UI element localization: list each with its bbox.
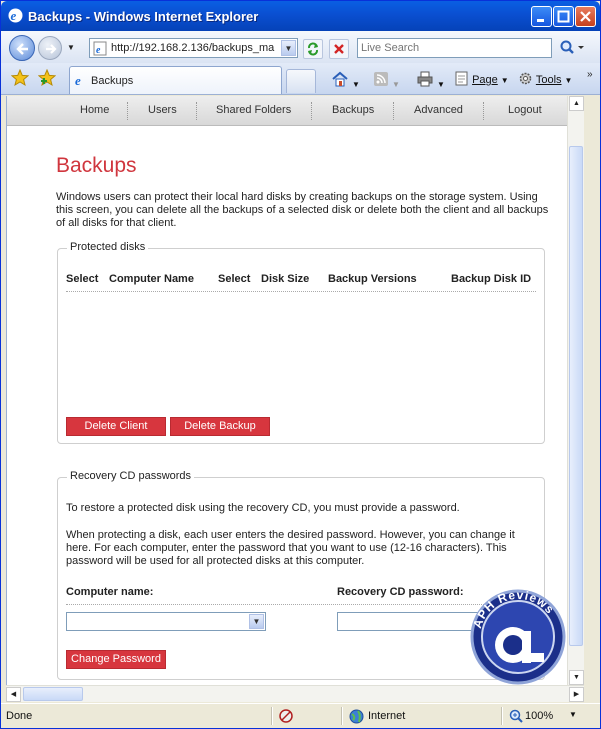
zoom-magnifier-icon[interactable] xyxy=(509,709,524,724)
internet-zone-icon xyxy=(349,709,364,724)
search-icon xyxy=(557,38,587,58)
status-bar xyxy=(1,703,600,728)
nas-nav-bar xyxy=(7,96,567,126)
search-box[interactable] xyxy=(357,38,552,58)
scroll-left-arrow[interactable]: ◀ xyxy=(6,687,21,702)
column-header-backup-disk-id: Backup Disk ID xyxy=(451,273,532,285)
new-tab-button[interactable] xyxy=(286,69,316,93)
status-separator xyxy=(271,707,273,725)
delete-client-button[interactable]: Delete Client xyxy=(66,417,166,436)
zoom-dropdown[interactable]: ▼ xyxy=(569,710,577,719)
delete-backup-button[interactable]: Delete Backup xyxy=(170,417,270,436)
tools-menu-label: Tools xyxy=(535,74,562,86)
recovery-password-label: Recovery CD password: xyxy=(337,586,464,598)
address-dropdown[interactable]: ▼ xyxy=(281,40,296,56)
refresh-icon xyxy=(304,40,322,58)
nav-separator xyxy=(311,102,312,120)
chevron-down-icon[interactable]: ▼ xyxy=(249,614,264,629)
close-button[interactable] xyxy=(575,6,596,27)
column-header-disk-size: Disk Size xyxy=(261,273,310,285)
recovery-details: When protecting a disk, each user enters the desired password. However, you can change it here. For each computer, enter the password that you want to use (12-16 characters). This password will be used for all protected disks at this computer. xyxy=(66,529,515,567)
address-bar[interactable] xyxy=(89,38,298,58)
window-title: Backups - Windows Internet Explorer xyxy=(28,9,259,24)
column-header-backup-versions: Backup Versions xyxy=(328,273,417,285)
vertical-scroll-thumb[interactable] xyxy=(569,146,583,646)
close-icon xyxy=(576,7,595,26)
status-separator xyxy=(341,707,343,725)
home-button[interactable]: ▼ xyxy=(331,71,360,90)
scroll-up-arrow[interactable]: ▲ xyxy=(569,96,584,111)
printer-icon xyxy=(416,71,434,87)
nav-item-shared-folders[interactable]: Shared Folders xyxy=(216,104,292,116)
refresh-button[interactable] xyxy=(303,39,323,59)
back-arrow-icon xyxy=(14,40,32,58)
favorites-star-icon[interactable] xyxy=(11,69,29,87)
table-divider xyxy=(66,291,536,292)
address-toolbar xyxy=(1,31,600,63)
nav-separator xyxy=(196,102,197,120)
status-text: Done xyxy=(6,710,33,722)
computer-name-select[interactable] xyxy=(66,612,266,631)
nav-item-advanced[interactable]: Advanced xyxy=(414,104,463,116)
recovery-cd-legend: Recovery CD passwords xyxy=(67,470,194,482)
rss-feed-icon xyxy=(373,71,389,87)
watermark-text: APH Reviews xyxy=(470,587,558,630)
add-favorites-icon[interactable] xyxy=(38,69,56,87)
tab-toolbar xyxy=(1,63,600,95)
url-text[interactable]: http://192.168.2.136/backups_ma xyxy=(111,42,275,54)
svg-text:e: e xyxy=(75,73,81,87)
toolbar-overflow-chevron[interactable]: » xyxy=(587,69,593,80)
minimize-icon xyxy=(532,7,551,26)
forward-arrow-icon xyxy=(43,41,59,57)
minimize-button[interactable] xyxy=(531,6,552,27)
horizontal-scroll-thumb[interactable] xyxy=(23,687,83,701)
gear-icon xyxy=(518,71,533,86)
page-icon xyxy=(455,71,469,86)
stop-icon xyxy=(330,40,348,58)
tab-backups[interactable] xyxy=(69,66,282,94)
privacy-icon[interactable] xyxy=(278,708,294,724)
forward-button[interactable] xyxy=(38,36,62,60)
nav-separator xyxy=(393,102,394,120)
security-zone-text: Internet xyxy=(368,710,406,722)
tab-label: Backups xyxy=(91,75,134,87)
nav-separator xyxy=(483,102,484,120)
maximize-button[interactable] xyxy=(553,6,574,27)
title-bar[interactable] xyxy=(1,1,600,31)
recent-pages-dropdown[interactable]: ▼ xyxy=(67,43,75,52)
page-title: Backups xyxy=(56,154,137,177)
zoom-level[interactable]: 100% xyxy=(525,710,554,722)
page-ie-icon xyxy=(93,41,108,56)
print-button[interactable]: ▼ xyxy=(416,71,445,90)
page-menu-label: Page xyxy=(472,74,498,86)
feeds-button[interactable]: ▼ xyxy=(373,71,400,90)
nav-item-backups[interactable]: Backups xyxy=(332,104,375,116)
column-header-computer-name: Computer Name xyxy=(109,273,194,285)
nav-item-home[interactable]: Home xyxy=(80,104,110,116)
tools-menu[interactable]: Tools ▼ xyxy=(518,71,572,86)
recovery-instructions: To restore a protected disk using the recovery CD, you must provide a password. xyxy=(66,502,460,514)
nav-item-logout[interactable]: Logout xyxy=(508,104,542,116)
nav-separator xyxy=(127,102,128,120)
scroll-down-arrow[interactable]: ▼ xyxy=(569,670,584,685)
svg-text:e: e xyxy=(10,8,17,23)
search-input[interactable] xyxy=(358,39,548,57)
tab-ie-icon xyxy=(74,73,88,87)
home-icon xyxy=(331,71,349,87)
svg-text:e: e xyxy=(96,45,101,56)
search-button[interactable] xyxy=(557,38,587,58)
aph-reviews-logo xyxy=(466,579,570,689)
intro-text: Windows users can protect their local hard disks by creating backups on the storage system. Using this screen, you can delete all the backups of a selected disk or delete both the client and all backups of all disks for that client. xyxy=(56,191,549,229)
protected-disks-group xyxy=(57,241,545,444)
status-separator xyxy=(501,707,503,725)
stop-button[interactable] xyxy=(329,39,349,59)
computer-name-label: Computer name: xyxy=(66,586,154,598)
page-menu[interactable]: Page ▼ xyxy=(455,71,509,86)
scroll-right-arrow[interactable]: ▶ xyxy=(569,687,584,702)
column-header-select-disk: Select xyxy=(218,273,251,285)
change-password-button[interactable]: Change Password xyxy=(66,650,166,669)
ie-logo-icon xyxy=(7,7,24,24)
maximize-icon xyxy=(554,7,573,26)
back-button[interactable] xyxy=(9,35,35,61)
column-header-select: Select xyxy=(66,273,99,285)
nav-item-users[interactable]: Users xyxy=(148,104,177,116)
protected-disks-legend: Protected disks xyxy=(67,241,148,253)
